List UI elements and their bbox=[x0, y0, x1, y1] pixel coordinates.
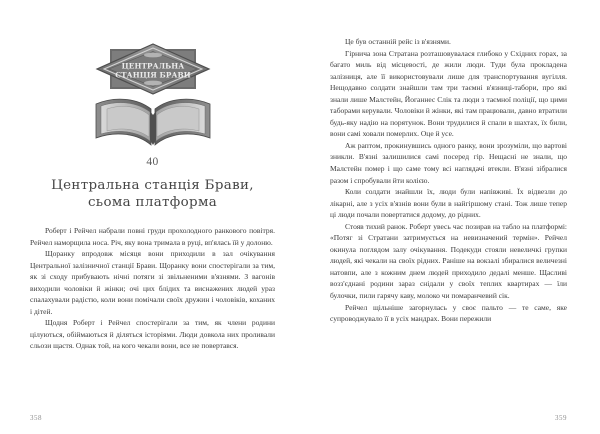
sign-line-1: ЦЕНТРАЛЬНА bbox=[121, 61, 184, 71]
right-page-body-text bbox=[330, 0, 567, 325]
paragraph: Щодня Роберт і Рейчел спостерігали за тим, як члени родини цілуються, обіймаються й діляться історіями. Люди довкола них проливали сльози щастя. Однак той, на кого чекали вони, все не повертався. bbox=[30, 318, 275, 351]
paragraph: Аж раптом, прокинувшись одного ранку, вони зрозуміли, що вартові зникли. В'язні залишилися самі посеред гір. Нещасні не знали, що Малстейн помер і що саме тому всі наглядачі втекли. В'язні зібралися разом і спробували йти колією. bbox=[330, 140, 567, 185]
paragraph: Щоранку впродовж місяця вони приходили в зал очікування Центральної залізничної станції Брави. Щоранку вони спостерігали за тим, як зі сходу прибувають нічні потяги зі звільненими в'язнями. З вагонів виходили чоловіки й жінки; очі цих блідих та виснажених людей ураз спалахували радістю, коли вони помічали своїх дружин і чоловіків, коханих і дітей. bbox=[30, 249, 275, 316]
paragraph: Це був останній рейс із в'язнями. bbox=[345, 37, 451, 46]
open-book-with-station-sign-icon bbox=[93, 42, 213, 148]
page-number-right: 359 bbox=[555, 414, 567, 422]
chapter-title-line-1: Центральна станція Брави, bbox=[51, 178, 254, 193]
chapter-title-line-2: сьома платформа bbox=[87, 195, 218, 210]
right-page bbox=[300, 0, 600, 434]
paragraph: Рейчел щільніше загорнулась у своє пальто — те саме, яке супроводжувало її в усіх мандрах. Вони пережили bbox=[330, 302, 567, 324]
chapter-illustration bbox=[93, 42, 213, 148]
left-page-body-text bbox=[30, 225, 275, 352]
chapter-title bbox=[30, 177, 275, 211]
chapter-number: 40 bbox=[146, 156, 159, 168]
chapter-opener bbox=[30, 0, 275, 211]
page-number-left: 358 bbox=[30, 414, 42, 422]
paragraph: Стояв тихий ранок. Роберт увесь час позирав на табло на платформі: «Потяг зі Стратани затримується на невизначений термін». Рейчел окинула поглядом залу очікування. Подекуди стояли невеличкі групки людей, які чекали на своїх рідних. Раніше на вокзалі збиралися величезні натовпи, але з кожним днем людей приходило дедалі менше. Щасливі возз'єднані родини зараз снідали у своїх теплих квартирах — їли булочки, пили гарячу каву, молоко чи помаранчевий сік. bbox=[330, 221, 567, 301]
paragraph: Роберт і Рейчел набрали повні груди прохолодного ранкового повітря. Рейчел наморщила носа. Річ, яку вона тримала в руці, вп'ялась їй у долоню. bbox=[30, 226, 275, 247]
paragraph: Гірнича зона Стратана розташовувалася глибоко у Східних горах, за багато миль від місцевості, де жили люди. Туди була прокладена залізниця, але її використовували лише для транспортування вугілля. Нещодавно солдати знайшли там три таємні в'язниці-табори, про які знали лише Малстейн, Йоганнес Слік та люди з таємної поліції, що цими таборами керували. Чоловіки й жінки, які там працювали, давно втратили будь-яку надію на порятунок. Вони трудилися й спали в шахтах, їх били, вони самі ховали померлих. Оце й усе. bbox=[330, 48, 567, 139]
paragraph: Коли солдати знайшли їх, люди були напівживі. Їх відвезли до лікарні, але з усіх в'язнів вони були в найгіршому стані. Тож лише тепер ці люди почали повертатися додому, до рідних. bbox=[330, 187, 567, 220]
sign-line-2: СТАНЦІЯ БРАВИ bbox=[114, 70, 191, 80]
